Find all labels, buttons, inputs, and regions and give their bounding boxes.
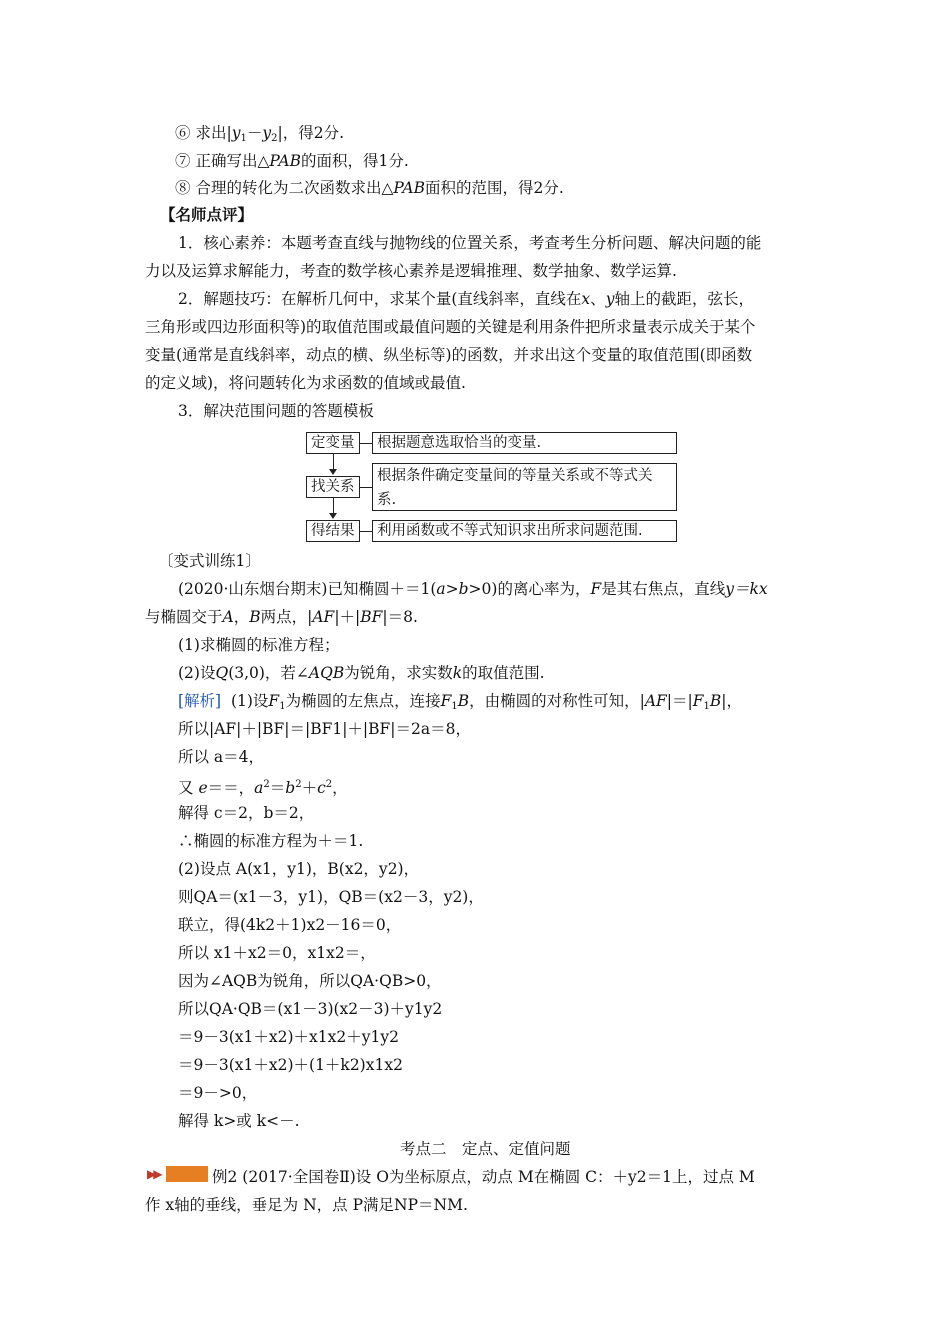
solution-line4: 又 e＝＝，$a^2=b^2+c^2$， (178, 779, 348, 797)
solution-line7: (2)设点 A(x1，y1)，B(x2，y2)， (178, 860, 420, 878)
commentary-p2-line3: 变量(通常是直线斜率，动点的横、纵坐标等)的函数，并求出这个变量的取值范围(即函数 (145, 346, 753, 364)
flow-connector (360, 487, 372, 488)
solution-line14: ＝9－3(x1＋x2)＋(1＋k2)x1x2 (178, 1056, 403, 1074)
exercise-question-line2: 与椭圆交于A，B两点，|AF|＋|BF|＝8. (145, 608, 418, 626)
solution-line9: 联立，得(4k2＋1)x2－16＝0， (178, 916, 402, 934)
solution-line15: ＝9－>0， (178, 1084, 258, 1102)
example-line2: 作 x轴的垂线，垂足为 N，点 P满足NP＝NM. (145, 1196, 468, 1214)
solution-line1: [解析] (1)设$F_1$为椭圆的左焦点，连接$F_1B$，由椭圆的对称性可知，$|AF|=|F_1B|$， (178, 692, 743, 712)
flow-step3-label: 得结果 (306, 520, 360, 542)
commentary-heading: 【名师点评】 (160, 205, 254, 224)
flow-step2-text: 根据条件确定变量间的等量关系或不等式关 系. (372, 463, 677, 511)
down-arrow-icon (329, 513, 337, 519)
flow-step2-label: 找关系 (306, 476, 360, 498)
double-arrow-icon: ▶▶ (147, 1167, 160, 1181)
exercise-part1: (1)求椭圆的标准方程； (178, 636, 340, 654)
exercise-part2: (2)设Q(3,0)，若∠AQB为锐角，求实数k的取值范围. (178, 664, 545, 682)
solution-line5: 解得 c＝2，b＝2， (178, 804, 315, 822)
solution-line13: ＝9－3(x1＋x2)＋x1x2＋y1y2 (178, 1028, 399, 1046)
exercise-question-line1: (2020·山东烟台期末)已知椭圆＋＝1(a>b>0)的离心率为，F是其右焦点，直线y＝kx (178, 580, 768, 598)
solution-line2: 所以|AF|＋|BF|＝|BF1|＋|BF|＝2a＝8， (178, 720, 471, 738)
solution-line6: ∴椭圆的标准方程为＋＝1. (178, 832, 364, 850)
score-item-6: ⑥ 求出$|y_1-y_2|$，得2分. (175, 124, 344, 144)
flow-connector (360, 443, 372, 444)
down-arrow-icon (329, 469, 337, 475)
solution-line12: 所以QA·QB＝(x1－3)(x2－3)＋y1y2 (178, 1000, 443, 1018)
exercise-heading: 〔变式训练1〕 (158, 552, 261, 570)
commentary-p2-line1: 2．解题技巧：在解析几何中，求某个量(直线斜率，直线在x、y轴上的截距，弦长， (178, 290, 754, 308)
solution-tag: [解析] (178, 692, 222, 710)
solution-line8: 则QA＝(x1－3，y1)，QB＝(x2－3，y2)， (178, 888, 484, 906)
score-item-7: ⑦ 正确写出△PAB的面积，得1分. (175, 152, 409, 170)
solution-line16: 解得 k>或 k<－. (178, 1112, 300, 1130)
flow-step3-text: 利用函数或不等式知识求出所求问题范围. (372, 520, 677, 542)
solution-line11: 因为∠AQB为锐角，所以QA·QB>0， (178, 972, 442, 990)
solution-line3: 所以 a＝4， (178, 748, 265, 766)
flow-arrow-line (333, 498, 334, 514)
commentary-p2-line2: 三角形或四边形面积等)的取值范围或最值问题的关键是利用条件把所求量表示成关于某个 (145, 318, 756, 336)
flow-arrow-line (333, 454, 334, 470)
flow-step1-label: 定变量 (306, 432, 360, 454)
commentary-p1-line1: 1．核心素养：本题考查直线与抛物线的位置关系，考查考生分析问题、解决问题的能 (178, 234, 762, 252)
commentary-p1-line2: 力以及运算求解能力，考查的数学核心素养是逻辑推理、数学抽象、数学运算. (145, 262, 677, 280)
flow-step1-text: 根据题意选取恰当的变量. (372, 432, 677, 454)
flow-connector (360, 531, 372, 532)
solution-line10: 所以 x1＋x2＝0，x1x2＝， (178, 944, 376, 962)
example-tag-bar (166, 1166, 208, 1182)
score-item-8: ⑧ 合理的转化为二次函数求出△PAB面积的范围，得2分. (175, 179, 564, 197)
commentary-p3: 3．解决范围问题的答题模板 (178, 402, 374, 420)
section-title: 考点二 定点、定值问题 (400, 1140, 571, 1158)
example-line1: 例2 (2017·全国卷Ⅱ)设 O为坐标原点，动点 M在椭圆 C：＋y2＝1上，过点 M (212, 1168, 755, 1186)
commentary-p2-line4: 的定义域)，将问题转化为求函数的值域或最值. (145, 374, 466, 392)
